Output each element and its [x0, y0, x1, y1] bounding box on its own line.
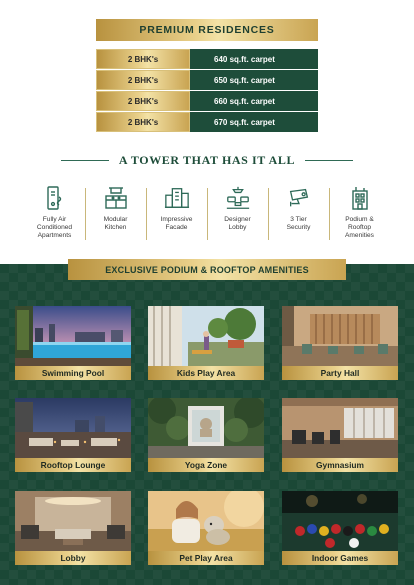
swimming-pool-photo	[15, 306, 131, 366]
unit-area: 650 sq.ft. carpet	[190, 70, 318, 90]
tower-heading	[0, 152, 414, 168]
amenity-label: Rooftop Lounge	[15, 458, 131, 472]
residences-table	[96, 49, 318, 133]
table-row	[96, 91, 318, 111]
tower-heading-text: A TOWER THAT HAS IT ALL	[118, 152, 296, 167]
amenity-tile	[282, 491, 398, 565]
kids-play-area-photo	[148, 306, 264, 366]
amenity-label: Pet Play Area	[148, 551, 264, 565]
feature-item	[24, 186, 85, 248]
feature-item	[146, 186, 207, 248]
feature-label: Designer Lobby	[224, 216, 251, 231]
lobby-photo	[15, 491, 131, 551]
unit-type: 2 BHK's	[96, 91, 190, 111]
unit-type: 2 BHK's	[96, 112, 190, 132]
unit-area: 660 sq.ft. carpet	[190, 91, 318, 111]
table-row	[96, 70, 318, 90]
yoga-zone-photo	[148, 398, 264, 458]
feature-label: Modular Kitchen	[103, 216, 128, 231]
table-row	[96, 112, 318, 132]
feature-label: Podium & Rooftop Amenities	[345, 216, 374, 239]
amenity-tile	[15, 306, 131, 380]
amenity-label: Yoga Zone	[148, 458, 264, 472]
amenity-tile	[148, 491, 264, 565]
amenity-label: Kids Play Area	[148, 366, 264, 380]
cctv-camera-icon	[286, 186, 312, 210]
feature-label: Fully Air Conditioned Apartments	[36, 216, 73, 239]
divider	[61, 160, 109, 161]
unit-area: 670 sq.ft. carpet	[190, 112, 318, 132]
amenity-tile	[282, 306, 398, 380]
feature-item	[85, 186, 146, 248]
features-row	[24, 186, 390, 248]
amenity-label: Swimming Pool	[15, 366, 131, 380]
podium-building-icon	[347, 186, 373, 210]
unit-type: 2 BHK's	[96, 70, 190, 90]
amenities-title: EXCLUSIVE PODIUM & ROOFTOP AMENITIES	[68, 259, 346, 280]
unit-type: 2 BHK's	[96, 49, 190, 69]
kitchen-icon	[103, 186, 129, 210]
amenity-tile	[15, 398, 131, 472]
feature-label: 3 Tier Security	[286, 216, 311, 231]
feature-item	[329, 186, 390, 248]
indoor-games-photo	[282, 491, 398, 551]
unit-area: 640 sq.ft. carpet	[190, 49, 318, 69]
party-hall-photo	[282, 306, 398, 366]
feature-item	[207, 186, 268, 248]
amenity-label: Gymnasium	[282, 458, 398, 472]
amenity-label: Indoor Games	[282, 551, 398, 565]
lobby-icon	[225, 186, 251, 210]
feature-label: Impressive Facade	[160, 216, 193, 231]
building-facade-icon	[164, 186, 190, 210]
gymnasium-photo	[282, 398, 398, 458]
amenity-tile	[148, 306, 264, 380]
amenity-tile	[15, 491, 131, 565]
amenity-label: Party Hall	[282, 366, 398, 380]
premium-residences-title: PREMIUM RESIDENCES	[96, 19, 318, 41]
divider	[305, 160, 353, 161]
table-row	[96, 49, 318, 69]
rooftop-lounge-photo	[15, 398, 131, 458]
amenity-tile	[282, 398, 398, 472]
amenity-tile	[148, 398, 264, 472]
feature-item	[268, 186, 329, 248]
air-conditioner-icon	[42, 186, 68, 210]
pet-play-area-photo	[148, 491, 264, 551]
amenity-label: Lobby	[15, 551, 131, 565]
